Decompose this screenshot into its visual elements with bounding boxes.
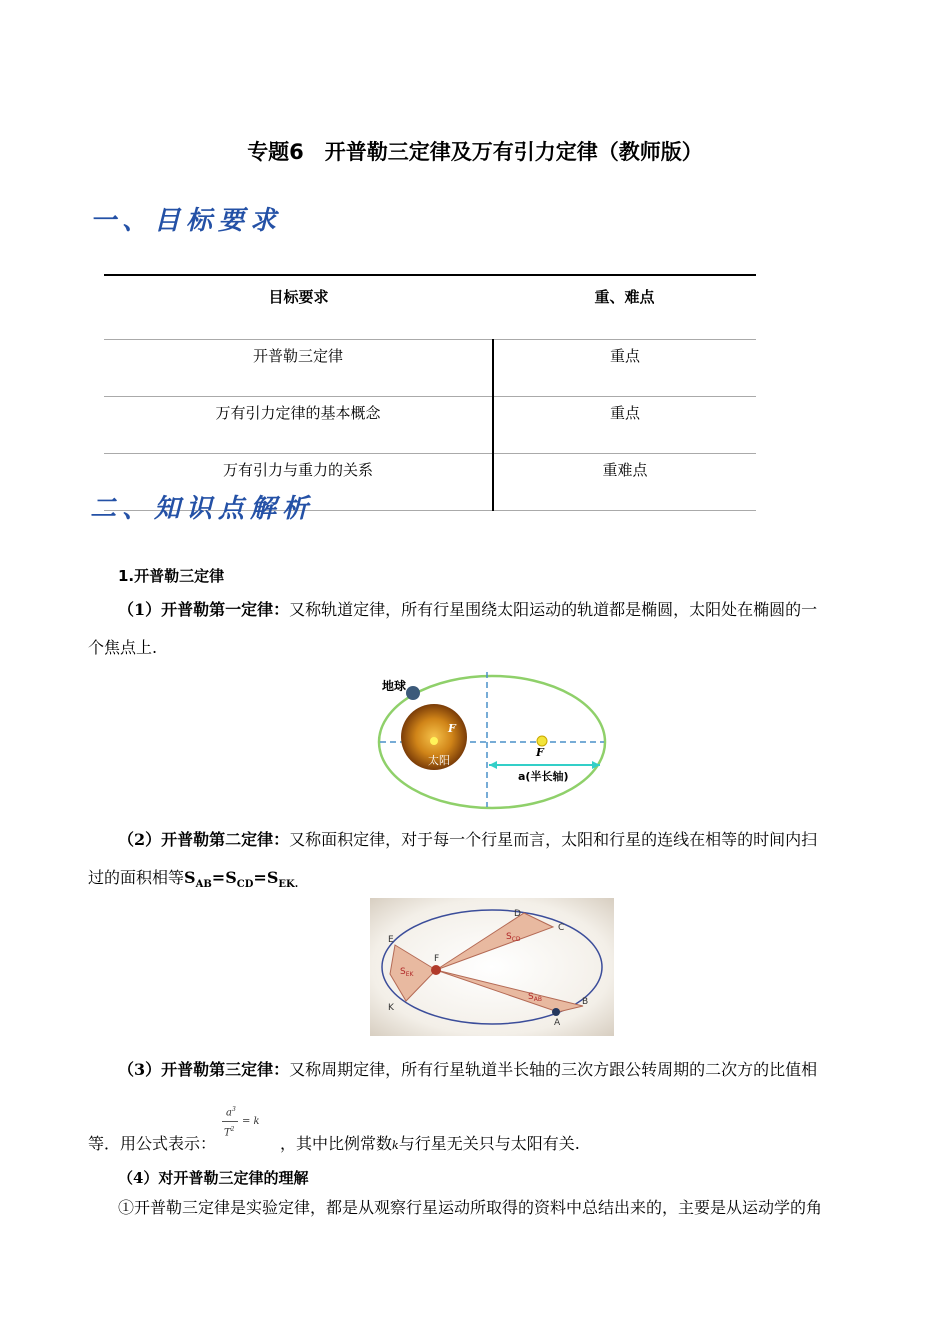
table-row [104,340,756,397]
section-heading-goals: 一、目标要求 [90,206,283,236]
law3-paragraph-cont: 等．用公式表示： ，其中比例常数k与行星无关只与太阳有关. [88,1134,580,1153]
figure-ellipse-orbit [372,672,612,812]
table-cell: 重点 [493,340,756,397]
focus-point-empty [537,736,547,746]
earth-icon [406,686,420,700]
focus-point-sun [430,737,438,745]
label-sek: $S_{EK}$ [400,967,414,978]
label-a: A [554,1018,561,1028]
law3-label: （3）开普勒第三定律： [118,1060,290,1079]
label-earth: 地球 [382,679,407,693]
section-heading-knowledge: 二、知识点解析 [90,494,315,524]
law3-text: 又称周期定律，所有行星轨道半长轴的三次方跟公转周期的二次方的比值相 [289,1060,818,1079]
label-focus-2: F [536,746,544,759]
planet-icon [552,1008,560,1016]
sun-icon [431,965,441,975]
label-d: D [514,909,521,919]
law2-text-cont: 过的面积相等 [88,868,185,887]
law2-label: （2）开普勒第二定律： [118,830,290,849]
law1-paragraph [118,590,858,630]
label-b: B [582,997,589,1007]
label-e: E [388,935,394,945]
figure-area-law [370,898,614,1036]
goals-table [104,274,756,511]
table-row [104,397,756,454]
label-scd: $S_{CD}$ [506,932,521,943]
label-k: K [388,1003,394,1013]
law2-paragraph [118,820,858,860]
subsection-heading: 1.开普勒三定律 [118,567,225,585]
law2-formula: $S_{AB}=S_{CD}=S_{EK.}$ [184,868,299,891]
label-sun: 太阳 [428,754,450,767]
law4-heading: （4）对开普勒三定律的理解 [118,1169,309,1187]
table-cell: 重点 [493,397,756,454]
label-semi-major-axis: a(半长轴) [518,770,569,783]
table-header-row [104,275,756,340]
law2-paragraph-cont [88,858,298,905]
label-c: C [558,923,565,933]
table-cell: 万有引力定律的基本概念 [104,397,493,454]
kepler-third-law-formula: $a^3$ $T^2$ = k [224,1106,260,1139]
law3-paragraph [118,1050,858,1090]
table-cell: 开普勒三定律 [104,340,493,397]
table-header: 重、难点 [493,275,756,340]
law2-text: 又称面积定律，对于每一个行星而言，太阳和行星的连线在相等的时间内扫 [289,830,818,849]
label-sab: $S_{AB}$ [528,992,542,1003]
law4-paragraph: ①开普勒三定律是实验定律，都是从观察行星运动所取得的资料中总结出来的，主要是从运动学的角 [118,1198,823,1217]
law1-text: 又称轨道定律，所有行星围绕太阳运动的轨道都是椭圆，太阳处在椭圆的一 [289,600,818,619]
table-header: 目标要求 [104,275,493,340]
page-title: 专题6 开普勒三定律及万有引力定律（教师版） [247,140,703,164]
law1-label: （1）开普勒第一定律： [118,600,290,619]
table-cell: 万有引力与重力的关系 [104,454,493,511]
law1-paragraph-cont: 个焦点上. [88,638,158,657]
label-f: F [434,954,440,964]
table-cell: 重难点 [493,454,756,511]
label-focus-1: F [448,722,456,735]
